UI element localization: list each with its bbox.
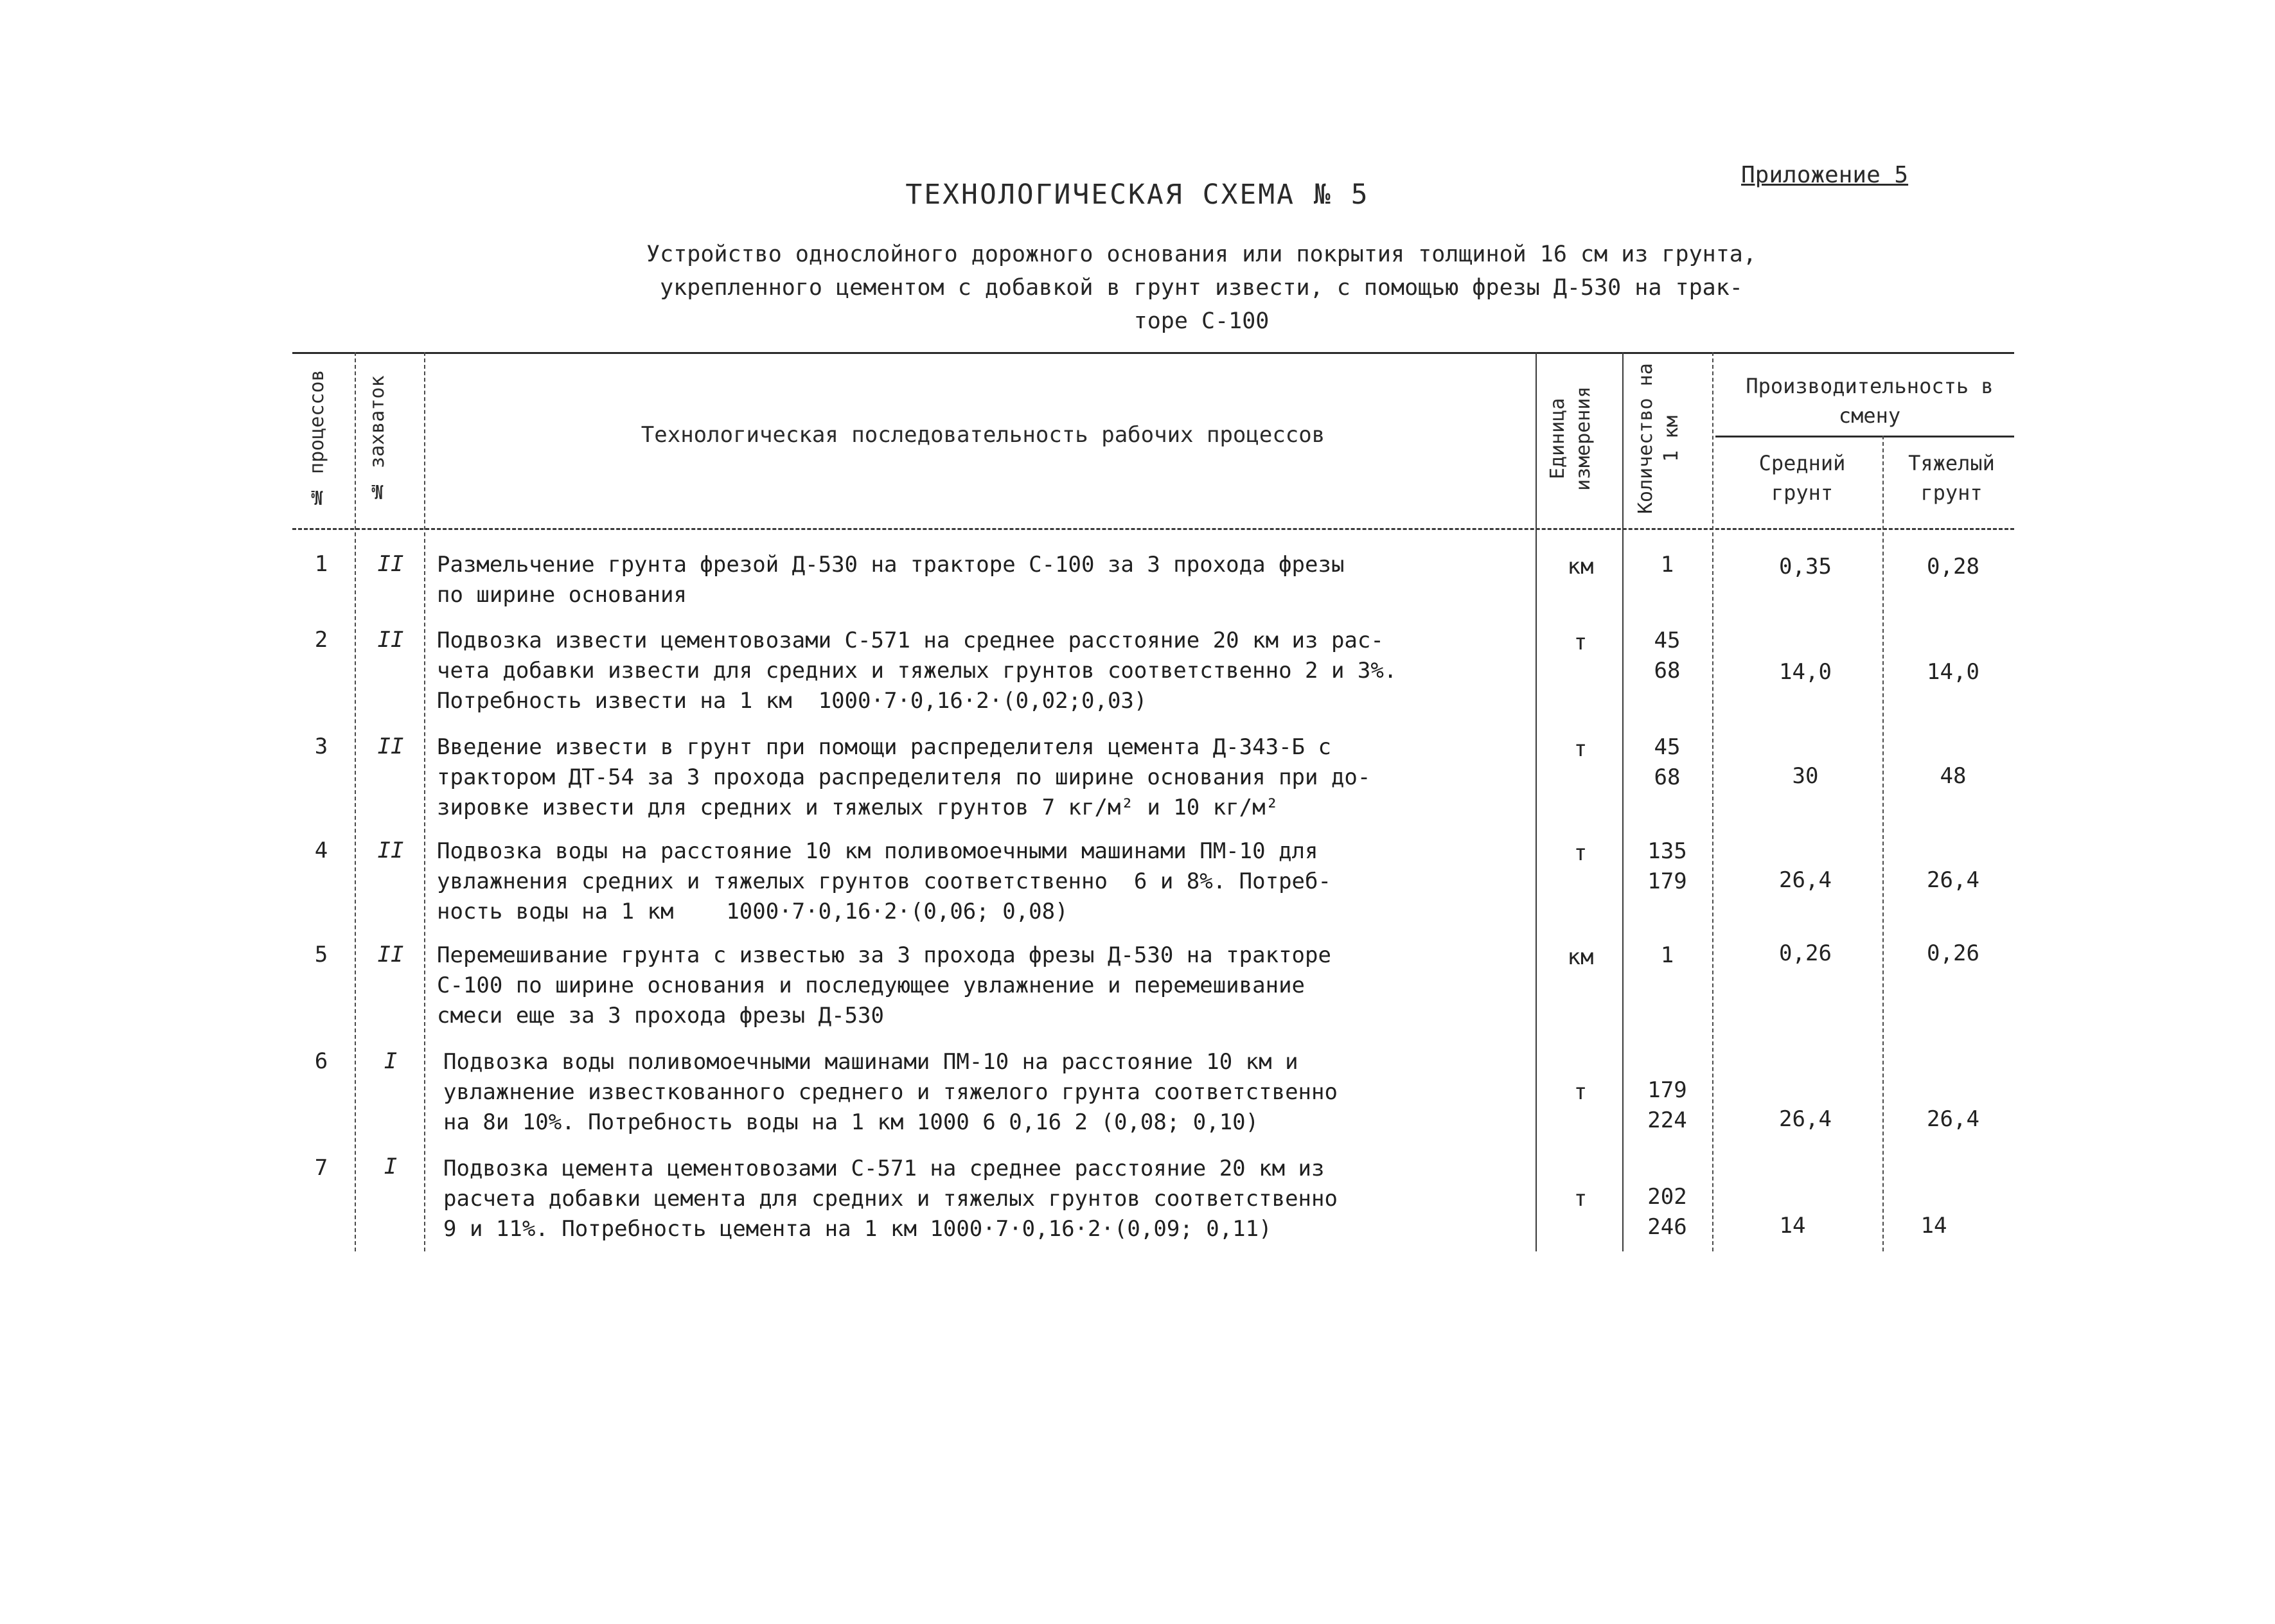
row-process-no: 6 [314, 1048, 328, 1074]
productivity-split-rule [1715, 436, 2014, 437]
row-description: Размельчение грунта фрезой Д-530 на тракторе С-100 за 3 прохода фрезы по ширине основания [437, 552, 1345, 608]
row-process-no: 3 [314, 734, 328, 759]
col-divider-5 [1712, 352, 1713, 1251]
row-capture-no: II [377, 942, 404, 967]
row-heavy: 14,0 [1927, 659, 1979, 685]
row-unit: т [1573, 1079, 1588, 1105]
header-quantity: Количество на 1 км [1634, 363, 1683, 515]
row-unit: т [1573, 1186, 1588, 1212]
subtitle-line-1: Устройство однослойного дорожного основания или покрытия толщиной 16 см из грунта, [646, 242, 1757, 267]
row-capture-no: I [384, 1048, 398, 1074]
subtitle-line-2: укрепленного цементом с добавкой в грунт извести, с помощью фрезы Д-530 на трак- [660, 275, 1743, 301]
row-medium: 14,0 [1779, 659, 1832, 685]
col-divider-1 [355, 352, 356, 1251]
row-process-no: 4 [314, 838, 328, 863]
row-heavy: 26,4 [1927, 867, 1979, 893]
row-quantity: 179 224 [1647, 1077, 1687, 1133]
row-description: Подвозка цемента цементовозами С-571 на среднее расстояние 20 км из расчета добавки цемента для средних и тяжелых грунтов соответственно 9 и 11%. Потребность цемента на 1 км 1000·7·0,16·2·(0,09; 0,11) [443, 1156, 1338, 1242]
row-quantity: 45 68 [1654, 734, 1681, 790]
header-capture-no: № захваток [366, 375, 389, 502]
row-heavy: 0,26 [1927, 940, 1979, 966]
header-sequence: Технологическая последовательность рабочих процессов [641, 422, 1325, 448]
row-process-no: 2 [314, 627, 328, 653]
header-unit: Единица измерения [1546, 386, 1595, 491]
row-medium: 0,26 [1779, 940, 1832, 966]
row-heavy: 0,28 [1927, 554, 1979, 579]
row-quantity: 1 [1660, 942, 1674, 968]
row-heavy: 48 [1940, 763, 1967, 789]
appendix-label: Приложение 5 [1741, 162, 1909, 188]
row-capture-no: II [377, 551, 404, 577]
row-process-no: 1 [314, 551, 328, 577]
row-description: Подвозка воды поливомоечными машинами ПМ-10 на расстояние 10 км и увлажнение известкованного среднего и тяжелого грунта соответственно на 8и 10%. Потребность воды на 1 км 1000 6 0,16 2 (0,08; 0,10) [443, 1049, 1338, 1135]
row-process-no: 5 [314, 942, 328, 967]
row-capture-no: I [384, 1154, 398, 1179]
header-heavy-soil: Тяжелый грунт [1908, 451, 1995, 505]
row-capture-no: II [377, 838, 404, 863]
row-process-no: 7 [314, 1155, 328, 1181]
col-divider-2 [424, 352, 425, 1251]
row-quantity: 135 179 [1647, 838, 1687, 894]
row-description: Подвозка воды на расстояние 10 км поливомоечными машинами ПМ-10 для увлажнения средних и тяжелых грунтов соответственно 6 и 8%. Потреб- ность воды на 1 км 1000·7·0,16·2·(0,06; 0,08) [437, 838, 1331, 924]
row-unit: т [1573, 736, 1588, 762]
row-medium: 30 [1792, 763, 1819, 789]
header-process-no: № процессов [306, 369, 328, 508]
row-description: Перемешивание грунта с известью за 3 прохода фрезы Д-530 на тракторе С-100 по ширине основания и последующее увлажнение и перемешивание смеси еще за 3 прохода фрезы Д-530 [437, 942, 1331, 1028]
row-capture-no: II [377, 734, 404, 759]
row-description: Подвозка извести цементовозами С-571 на среднее расстояние 20 км из рас- чета добавки извести для средних и тяжелых грунтов соответственно 2 и 3%. Потребность извести на 1 км 1000·7·0,16·2·(0,02;0,03) [437, 628, 1397, 714]
row-description: Введение извести в грунт при помощи распределителя цемента Д-343-Б с трактором ДТ-54 за 3 прохода распределителя по ширине основания при до- зировке извести для средних и тяжелых грунтов 7 кг/м² и 10 кг/м² [437, 734, 1371, 820]
header-productivity: Производительность в смену [1746, 374, 1994, 428]
row-capture-no: II [377, 627, 404, 653]
row-unit: км [1567, 944, 1594, 970]
subtitle-line-3: торе С-100 [1133, 308, 1270, 334]
row-heavy: 14 [1920, 1213, 1947, 1239]
page-subtitle [578, 238, 1825, 338]
row-unit: км [1567, 554, 1594, 579]
col-divider-3 [1536, 352, 1537, 1251]
row-quantity: 1 [1660, 552, 1674, 578]
row-quantity: 45 68 [1654, 628, 1681, 684]
header-bottom-rule [292, 528, 2014, 530]
row-unit: т [1573, 840, 1588, 866]
row-medium: 0,35 [1779, 554, 1832, 579]
row-quantity: 202 246 [1647, 1184, 1687, 1240]
row-medium: 14 [1779, 1213, 1806, 1239]
header-medium-soil: Средний грунт [1758, 451, 1846, 505]
table-top-rule [292, 352, 2014, 354]
row-heavy: 26,4 [1927, 1106, 1979, 1132]
row-unit: т [1573, 630, 1588, 655]
row-medium: 26,4 [1779, 1106, 1832, 1132]
page-title: ТЕХНОЛОГИЧЕСКАЯ СХЕМА № 5 [905, 179, 1370, 211]
row-medium: 26,4 [1779, 867, 1832, 893]
